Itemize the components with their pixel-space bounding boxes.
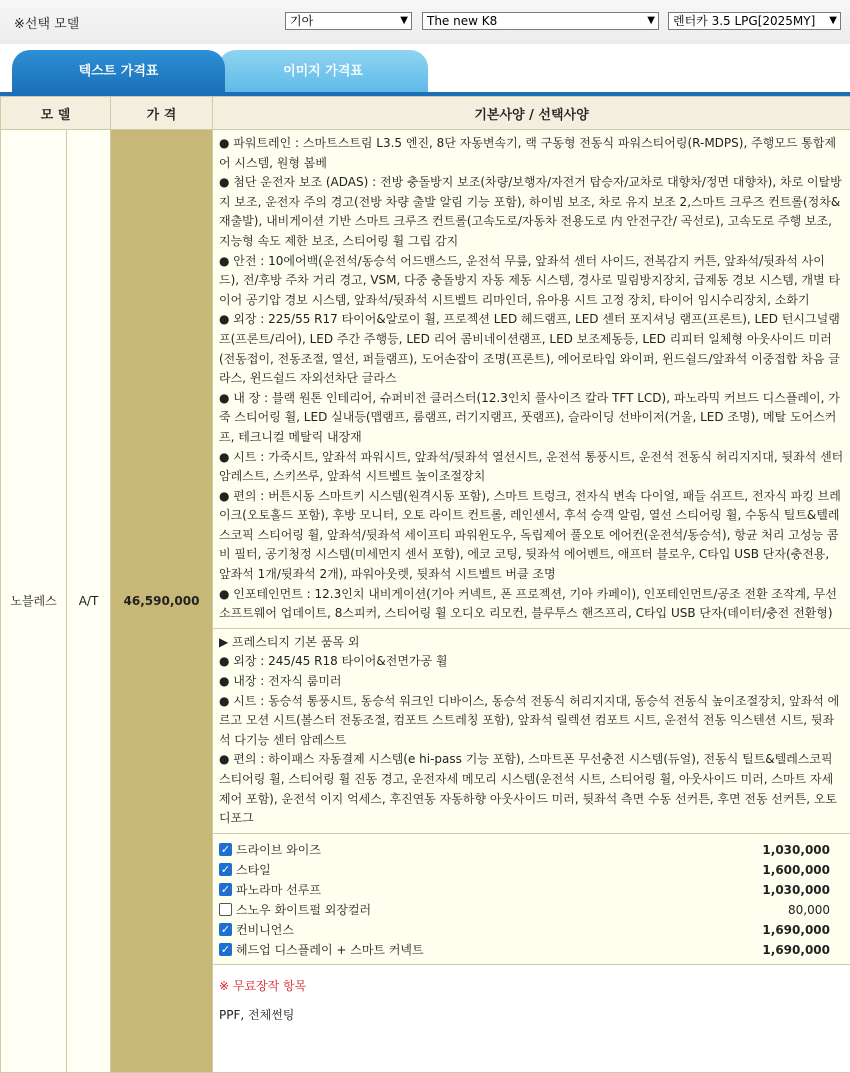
trim-name: 노블레스 bbox=[1, 130, 67, 1073]
checkbox-checked[interactable]: ✓ bbox=[219, 863, 232, 876]
checkbox-checked[interactable]: ✓ bbox=[219, 843, 232, 856]
option-price: 1,690,000 bbox=[710, 943, 844, 957]
checkbox-checked[interactable]: ✓ bbox=[219, 923, 232, 936]
package-spec-cell bbox=[213, 628, 850, 833]
brand-select[interactable] bbox=[285, 12, 412, 30]
table-row bbox=[1, 130, 850, 629]
option-name: 스타일 bbox=[236, 861, 710, 878]
package-item: ● 내장 : 전자식 룸미러 bbox=[219, 672, 844, 692]
table-header-row bbox=[1, 97, 850, 130]
spec-item: ● 외장 : 225/55 R17 타이어&알로이 휠, 프로젝션 LED 헤드램프, LED 센터 포지셔닝 램프(프론트), LED 턴시그널램프(프론트/리어), LED 주간 주행등, LED 리어 콤비네이션램프, LED 보조제동등, LED 리피터 일체형 아웃사이드 미러(전동접이, 전동조절, 열선, 퍼들램프), 도어손잡이 조명(프론트), 에어로타입 와이퍼, 윈드쉴드/앞좌석 이중접합 차음 글라스, 윈드쉴드 자외선차단 글라스 bbox=[219, 310, 844, 388]
free-install-cell bbox=[213, 964, 850, 1072]
spec-item: ● 파워트레인 : 스마트스트림 L3.5 엔진, 8단 자동변속기, 랙 구동형 전동식 파워스티어링(R-MDPS), 주행모드 통합제어 시스템, 원형 봄베 bbox=[219, 134, 844, 173]
option-price: 1,690,000 bbox=[710, 923, 844, 937]
model-select-bar bbox=[0, 0, 850, 45]
header-spec: 기본사양 / 선택사양 bbox=[213, 97, 850, 130]
brand-select-value: 기아 bbox=[290, 14, 313, 28]
package-item: ● 시트 : 동승석 통풍시트, 동승석 워크인 디바이스, 동승석 전동식 허리지지대, 동승석 전동식 높이조절장치, 앞좌석 에르고 모션 시트(볼스터 전동조절, 컴포트 스트레칭 포함), 앞좌석 릴렉션 컴포트 시트, 운전석 전동 익스텐션 시트, 뒷좌석 다기능 센터 암레스트 bbox=[219, 692, 844, 751]
option-row[interactable] bbox=[219, 880, 844, 900]
price-table bbox=[0, 96, 850, 1073]
spec-item: ● 시트 : 가죽시트, 앞좌석 파워시트, 앞좌석/뒷좌석 열선시트, 운전석 통풍시트, 운전석 전동식 허리지지대, 뒷좌석 센터 암레스트, 스키쓰루, 앞좌석 시트벨트 높이조절장치 bbox=[219, 448, 844, 487]
free-install-body: PPF, 전체썬팅 bbox=[219, 1006, 844, 1023]
option-price: 1,600,000 bbox=[710, 863, 844, 877]
tab-image-pricelist[interactable]: 이미지 가격표 bbox=[218, 50, 428, 96]
option-row[interactable] bbox=[219, 900, 844, 920]
spec-item: ● 안전 : 10에어백(운전석/동승석 어드밴스드, 운전석 무릎, 앞좌석 센터 사이드, 전복감지 커튼, 앞좌석/뒷좌석 사이드), 전/후방 주차 거리 경고, VSM, 다중 충돌방지 자동 제동 시스템, 경사로 밀림방지장치, 급제동 경보 시스템, 개별 타이어 공기압 경보 시스템, 앞좌석/뒷좌석 시트벨트 리마인더, 유아용 시트 고정 장치, 타이어 임시수리장치, 소화기 bbox=[219, 252, 844, 311]
spec-item: ● 편의 : 버튼시동 스마트키 시스템(원격시동 포함), 스마트 트렁크, 전자식 변속 다이얼, 패들 쉬프트, 전자식 파킹 브레이크(오토홀드 포함), 후방 모니터, 오토 라이트 컨트롤, 레인센서, 후석 승객 알림, 열선 스티어링 휠, 수동식 틸트&텔레스코픽 스티어링 휠, 앞좌석/뒷좌석 세이프티 파워윈도우, 독립제어 풀오토 에어컨(운전석/동승석), 항균 처리 고성능 콤비 필터, 공기청정 시스템(미세먼지 센서 포함), 에코 코팅, 뒷좌석 에어벤트, 애프터 블로우, C타입 USB 단자(충전용, 앞좌석 1개/뒷좌석 2개), 파워아웃렛, 뒷좌석 시트벨트 버클 조명 bbox=[219, 487, 844, 585]
spec-item: ● 첨단 운전자 보조 (ADAS) : 전방 충돌방지 보조(차량/보행자/자전거 탑승자/교차로 대향차/정면 대향차), 차로 이탈방지 보조, 운전자 주의 경고(전방 차량 출발 알림 기능 포함), 하이빔 보조, 차로 유지 보조 2,스마트 크루즈 컨트롤(정차&재출발), 내비게이션 기반 스마트 크루즈 컨트롤(고속도로/자동차 전용도로 内 안전구간/ 곡선로), 고속도로 주행 보조, 지능형 속도 제한 보조, 스티어링 휠 그립 감지 bbox=[219, 173, 844, 251]
header-price: 가 격 bbox=[111, 97, 213, 130]
chevron-down-icon: ▼ bbox=[400, 13, 408, 29]
option-name: 스노우 화이트펄 외장컬러 bbox=[236, 901, 710, 918]
trim-select-value: 렌터카 3.5 LPG[2025MY] bbox=[673, 14, 815, 28]
option-row[interactable] bbox=[219, 840, 844, 860]
package-item: ● 편의 : 하이패스 자동결제 시스템(e hi-pass 기능 포함), 스마트폰 무선충전 시스템(듀얼), 전동식 틸트&텔레스코픽 스티어링 휠, 스티어링 휠 진동 경고, 운전자세 메모리 시스템(운전석 시트, 스티어링 휠, 아웃사이드 미러, 스마트 자세 제어 포함), 운전석 이지 억세스, 후진연동 자동하향 아웃사이드 미러, 뒷좌석 측면 수동 선커튼, 후면 전동 선커튼, 오토 디포그 bbox=[219, 750, 844, 828]
transmission: A/T bbox=[67, 130, 111, 1073]
tab-bar bbox=[0, 44, 850, 96]
checkbox-unchecked[interactable] bbox=[219, 903, 232, 916]
chevron-down-icon: ▼ bbox=[647, 13, 655, 29]
model-select-value: The new K8 bbox=[427, 14, 497, 28]
option-price: 1,030,000 bbox=[710, 883, 844, 897]
tab-text-pricelist[interactable]: 텍스트 가격표 bbox=[12, 50, 225, 96]
checkbox-checked[interactable]: ✓ bbox=[219, 943, 232, 956]
option-name: 컨비니언스 bbox=[236, 921, 710, 938]
option-row[interactable] bbox=[219, 940, 844, 960]
spec-item: ● 인포테인먼트 : 12.3인치 내비게이션(기아 커넥트, 폰 프로젝션, 기아 카페이), 인포테인먼트/공조 전환 조작계, 무선 소프트웨어 업데이트, 8스피커, 스티어링 휠 오디오 리모컨, 블루투스 핸즈프리, C타입 USB 단자(데이터/충전 전환형) bbox=[219, 585, 844, 624]
free-install-title: ※ 무료장작 항목 bbox=[219, 977, 844, 994]
chevron-down-icon: ▼ bbox=[829, 13, 837, 29]
option-price: 1,030,000 bbox=[710, 843, 844, 857]
package-item: ● 외장 : 245/45 R18 타이어&전면가공 휠 bbox=[219, 652, 844, 672]
option-row[interactable] bbox=[219, 860, 844, 880]
option-row[interactable] bbox=[219, 920, 844, 940]
package-item: ▶ 프레스티지 기본 품목 외 bbox=[219, 633, 844, 653]
option-name: 헤드업 디스플레이 + 스마트 커넥트 bbox=[236, 941, 710, 958]
option-name: 드라이브 와이즈 bbox=[236, 841, 710, 858]
header-model: 모 델 bbox=[1, 97, 111, 130]
basic-spec-cell bbox=[213, 130, 850, 629]
trim-price: 46,590,000 bbox=[111, 130, 213, 1073]
spec-item: ● 내 장 : 블랙 원톤 인테리어, 슈퍼비전 클러스터(12.3인치 풀사이즈 칼라 TFT LCD), 파노라믹 커브드 디스플레이, 가죽 스티어링 휠, LED 실내등(맵램프, 룸램프, 러기지램프, 풋램프), 슬라이딩 선바이저(거울, LED 조명), 메탈 도어스커프, 테크니컬 메탈릭 내장재 bbox=[219, 389, 844, 448]
select-model-label: ※선택 모델 bbox=[14, 13, 79, 32]
option-name: 파노라마 선루프 bbox=[236, 881, 710, 898]
options-cell bbox=[213, 833, 850, 964]
model-select[interactable] bbox=[422, 12, 659, 30]
checkbox-checked[interactable]: ✓ bbox=[219, 883, 232, 896]
option-price: 80,000 bbox=[710, 903, 844, 917]
trim-select[interactable] bbox=[668, 12, 841, 30]
